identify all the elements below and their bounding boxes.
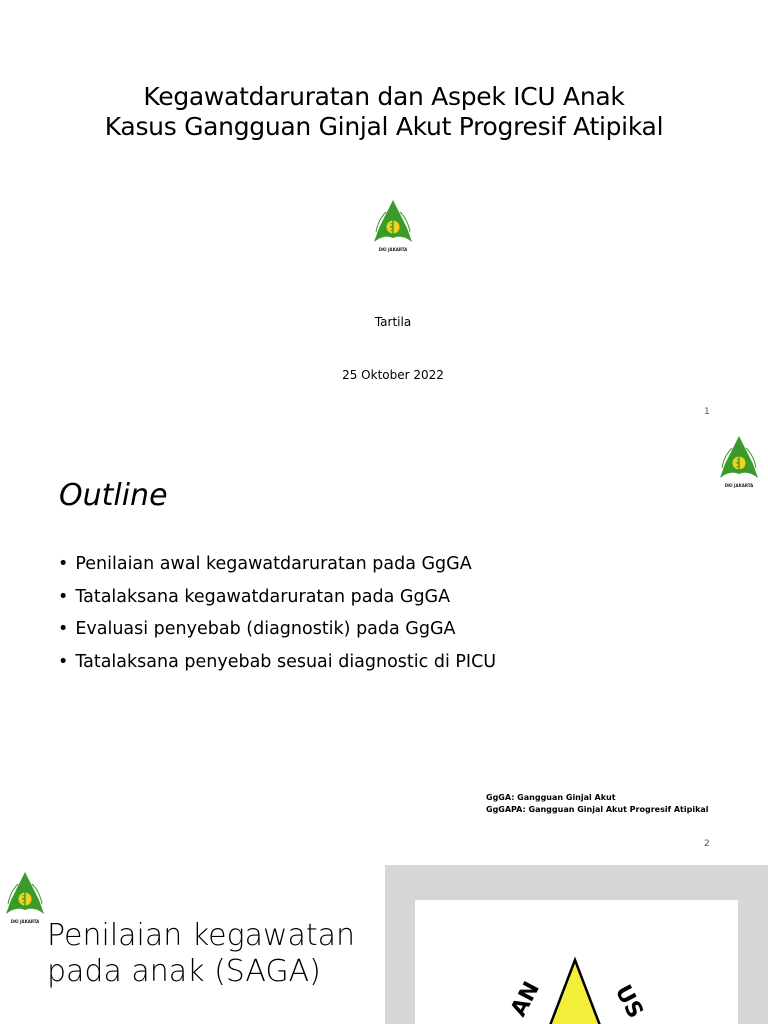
logo-caption: DKI JAKARTA: [724, 483, 754, 488]
triangle-image-card: [415, 900, 738, 1024]
logo-caption: DKI JAKARTA: [10, 919, 40, 924]
idai-logo: [4, 870, 46, 926]
outline-slide: [0, 430, 768, 862]
idai-logo: [718, 434, 760, 490]
page-number: 2: [704, 839, 710, 849]
slide-title-line-2: Kasus Gangguan Ginjal Akut Progresif Atipikal: [104, 112, 664, 141]
saga-heading: [47, 918, 355, 990]
footnote-abbrev-1: GgGA: Gangguan Ginjal Akut: [486, 793, 616, 802]
outline-heading: Outline: [59, 478, 168, 513]
saga-heading-line-2: pada anak (SAGA): [47, 954, 321, 989]
list-item: • Tatalaksana penyebab sesuai diagnostic di PICU: [58, 646, 496, 679]
footnote-abbrev-2: GgGAPA: Gangguan Ginjal Akut Progresif Atipikal: [486, 805, 709, 814]
outline-list: [58, 548, 496, 678]
triangle-right-label: US: [609, 981, 648, 1023]
list-item: • Tatalaksana kegawatdaruratan pada GgGA: [58, 581, 496, 614]
triangle-left-label: AN: [506, 977, 545, 1021]
slide-title-line-1: Kegawatdaruratan dan Aspek ICU Anak: [143, 82, 625, 111]
idai-logo: [372, 198, 414, 254]
saga-slide: [0, 862, 768, 1024]
title-slide: [0, 0, 768, 430]
page-number: 1: [704, 407, 710, 417]
logo-caption: DKI JAKARTA: [378, 247, 408, 252]
list-item: • Penilaian awal kegawatdaruratan pada GgGA: [58, 548, 496, 581]
list-item: • Evaluasi penyebab (diagnostik) pada GgGA: [58, 613, 496, 646]
presenter-name: Tartila: [374, 315, 412, 329]
yellow-triangle-shape: [533, 960, 617, 1024]
assessment-triangle: [415, 900, 738, 1024]
presentation-date: 25 Oktober 2022: [342, 368, 444, 382]
saga-heading-line-1: Penilaian kegawatan: [47, 918, 356, 953]
